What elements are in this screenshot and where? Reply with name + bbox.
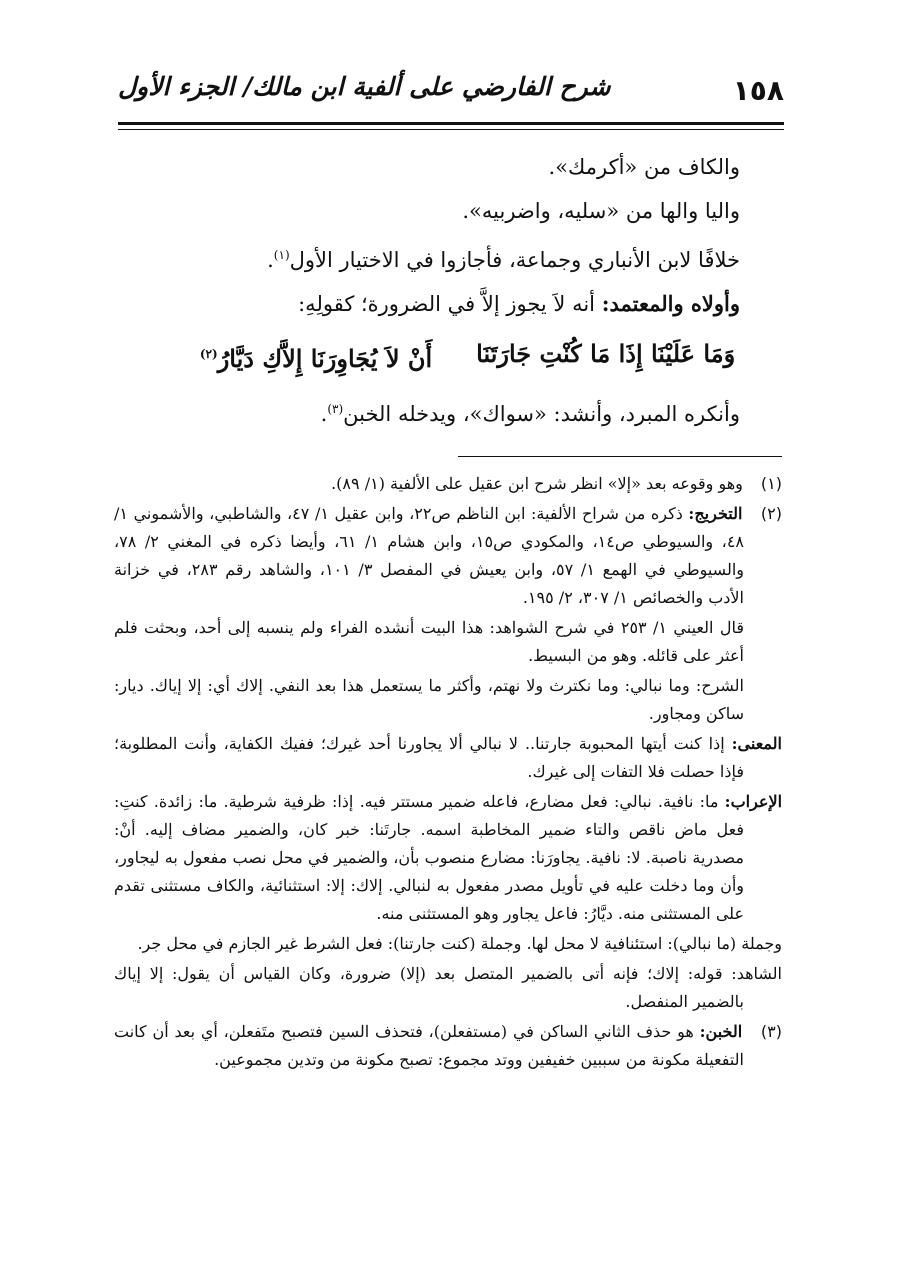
footnote-number: (٣) <box>760 1022 783 1041</box>
text-segment: خلافًا لابن الأنباري وجماعة، فأجازوا في الاختيار الأول <box>289 248 740 272</box>
footnote-paragraph <box>114 788 782 928</box>
running-title: شرح الفارضي على ألفية ابن مالك/ الجزء الأول <box>118 72 611 101</box>
verse-hemistich-second <box>200 326 432 387</box>
footnote-ref[interactable]: (٣) <box>327 402 344 416</box>
footnote-text: هو حذف الثاني الساكن في (مستفعلن)، فتحذف السين فتصبح متَفعلن، أي بعد أن كانت التفعيلة مكونة من سببين خفيفين ووتد مجموع: تصبح مكونة من وتدين مجموعين. <box>114 1022 744 1069</box>
text-line: والكاف من «أكرمك». <box>548 155 740 179</box>
footnote-2 <box>114 500 782 612</box>
footnote-3 <box>114 1018 782 1074</box>
text-line <box>160 387 740 436</box>
footnote-paragraph: قال العيني ١/ ٢٥٣ في شرح الشواهد: هذا البيت أنشده الفراء ولم ينسبه إلى أحد، وبحثت فلم أعثر على قائله. وهو من البسيط. <box>114 618 744 665</box>
footnote-paragraph <box>114 730 782 786</box>
text-line <box>160 282 740 326</box>
text-segment: أنه لاَ يجوز إلاَّ في الضرورة؛ كقولِهِ: <box>298 292 602 316</box>
footnote-ref[interactable]: (١) <box>273 248 290 262</box>
footnote-text: إذا كنت أيتها المحبوبة جارتنا.. لا نبالي ألا يجاورنا أحد غيرك؛ ففيك الكفاية، وأنت المطلوبة؛ فإذا حصلت فلا التفات إلى غيرك. <box>114 734 744 781</box>
text-segment: أَنْ لاَ يُجَاوِرَنَا إِلاَّكِ دَيَّارُ <box>217 344 433 373</box>
text-line <box>160 233 740 282</box>
verse-hemistich-first: وَمَا عَلَيْنَا إِذَا مَا كُنْتِ جَارَتَنَا <box>476 339 736 368</box>
footnote-1 <box>114 470 782 498</box>
footnote-text: وهو وقوعه بعد «إلا» انظر شرح ابن عقيل على الألفية (١/ ٨٩). <box>331 474 743 493</box>
page-header <box>118 66 784 120</box>
footnote-lead: التخريج: <box>688 504 743 523</box>
header-rule-thick <box>118 122 784 125</box>
header-rule-thin <box>118 129 784 130</box>
footnote-ref[interactable]: (٢) <box>199 347 218 361</box>
footnote-paragraph: الشرح: وما نبالي: وما نكترث ولا نهتم، وأكثر ما يستعمل هذا بعد النفي. إلاك أي: إلا إياك. ديار: ساكن ومجاور. <box>114 676 744 723</box>
page-number: ١٥٨ <box>732 74 784 107</box>
main-text <box>160 145 740 436</box>
poetry-verse <box>160 326 775 387</box>
footnote-separator <box>458 456 782 457</box>
footnote-lead: الإعراب: <box>724 792 783 811</box>
footnote-lead: المعنى: <box>731 734 782 753</box>
footnote-text: ذكره من شراح الألفية: ابن الناظم ص٢٢، وابن عقيل ١/ ٤٧، والشاطبي، والأشموني ١/ ٤٨، والسيوطي ص١٤، والمكودي ص١٥، وابن هشام ١/ ٦١، وأيضا ذكره في المغني ٢/ ٧٨، والسيوطي في الهمع ١/ ٥٧، وابن يعيش في المفصل ٣/ ١٠١، والشاهد رقم ٢٨٣، في خزانة الأدب والخصائص ١/ ٣٠٧، ٢/ ١٩٥. <box>114 504 745 607</box>
footnote-number: (١) <box>760 474 782 493</box>
text-segment: وأنكره المبرد، وأنشد: «سواك»، ويدخله الخبن <box>343 402 740 426</box>
footnote-lead: الخبن: <box>699 1022 743 1041</box>
bold-lead: وأولاه والمعتمد: <box>601 291 740 316</box>
footnote-number: (٢) <box>760 504 783 523</box>
footnote-paragraph: الشاهد: قوله: إلاك؛ فإنه أتى بالضمير المتصل بعد (إلا) ضرورة، وكان القياس أن يقول: إلا إياك بالضمير المنفصل. <box>114 964 782 1011</box>
footnote-text: ما: نافية. نبالي: فعل مضارع، فاعله ضمير مستتر فيه. إذا: ظرفية شرطية. ما: زائدة. كنتِ: فعل ماض ناقص والتاء ضمير المخاطبة اسمه. جارتَنا: خبر كان، والضمير مضاف إليه. أنْ: مصدرية ناصبة. لا: نافية. يجاورَنا: مضارع منصوب بأن، والضمير في محل نصب مفعول به ليجاور، وأن وما دخلت عليه في تأويل مصدر مفعول به لنبالي. إلاك: إلا: استثنائية، والكاف مستثنى تقدم على المستثنى منه. ديَّارُ: فاعل يجاور وهو المستثنى منه. <box>114 792 744 923</box>
footnotes <box>114 470 782 1076</box>
text-line: واليا والها من «سليه، واضربيه». <box>462 199 740 223</box>
footnote-paragraph: وجملة (ما نبالي): استئنافية لا محل لها. وجملة (كنت جارتنا): فعل الشرط غير الجازم في محل جر. <box>137 934 782 953</box>
text-segment: . <box>267 248 274 272</box>
text-segment: . <box>320 402 328 426</box>
